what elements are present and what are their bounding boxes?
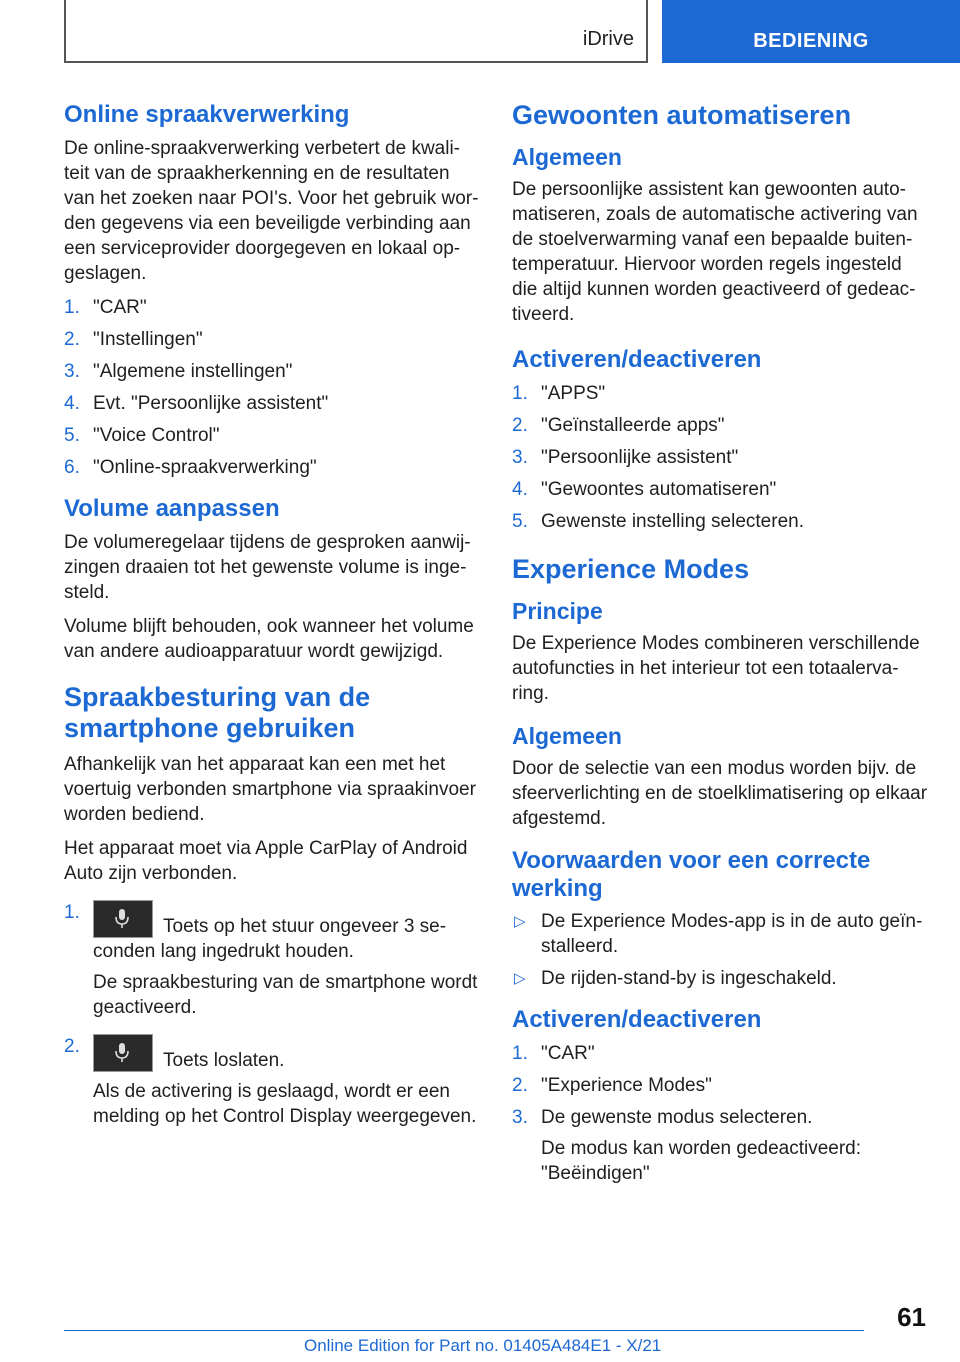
list-item: 2. "Instellingen" bbox=[64, 329, 203, 350]
right-column bbox=[512, 100, 932, 1200]
paragraph-volume-1: De volumeregelaar tijdens de gesproken aanwij-zingen draaien tot het gewenste volume is inge-steld. bbox=[64, 532, 471, 603]
list-item: 1. "CAR" bbox=[64, 297, 147, 318]
heading-principle: Principe bbox=[512, 598, 603, 624]
list-item: 2. "Geïnstalleerde apps" bbox=[512, 415, 725, 436]
list-item: 6. "Online-spraakverwerking" bbox=[64, 457, 317, 478]
list-item: 1. "CAR" bbox=[512, 1043, 595, 1064]
paragraph-online-speech: De online-spraakverwerking verbetert de kwali-teit van de spraakherkenning en de resultaten van het zoeken naar POI's. Voor het gebruik wor-den gegevens via een beveiligde verbinding aan een serviceprovider doorgegeven en lokaal op-geslagen. bbox=[64, 138, 479, 284]
heading-volume: Volume aanpassen bbox=[64, 495, 280, 522]
paragraph-volume-2: Volume blijft behouden, ook wanneer het volume van andere audioapparatuur wordt gewijzigd. bbox=[64, 616, 474, 662]
microphone-icon bbox=[114, 1042, 130, 1064]
step-result: De spraakbesturing van de smartphone wordt geactiveerd. bbox=[93, 972, 478, 1018]
section-label: iDrive bbox=[582, 28, 634, 50]
paragraph-smartphone-1: Afhankelijk van het apparaat kan een met het voertuig verbonden smartphone via spraakinvoer worden bediend. bbox=[64, 754, 476, 825]
heading-smartphone-voice: Spraakbesturing van de smartphone gebruiken bbox=[64, 682, 371, 743]
microphone-icon bbox=[114, 908, 130, 930]
heading-activate: Activeren/deactiveren bbox=[512, 346, 762, 373]
list-item: ▷ De Experience Modes-app is in de auto geïn-stalleerd. bbox=[514, 911, 923, 957]
microphone-button-image bbox=[93, 1034, 153, 1072]
paragraph-principle: De Experience Modes combineren verschillende autofuncties in het interieur tot een totaalerva-ring. bbox=[512, 633, 920, 704]
list-item: 1. "APPS" bbox=[512, 383, 606, 404]
heading-online-speech: Online spraakverwerking bbox=[64, 101, 350, 128]
chapter-tab: BEDIENING bbox=[662, 0, 960, 63]
header-section-box bbox=[64, 0, 648, 63]
list-item: 3. "Algemene instellingen" bbox=[64, 361, 293, 382]
heading-general-2: Algemeen bbox=[512, 723, 622, 749]
activate2-steps-list bbox=[512, 1041, 932, 1186]
footer-edition: Online Edition for Part no. 01405A484E1 - X/21 bbox=[304, 1336, 662, 1355]
footer-divider bbox=[64, 1330, 864, 1331]
left-column bbox=[64, 100, 482, 1143]
list-item: ▷ De rijden-stand-by is ingeschakeld. bbox=[514, 968, 837, 989]
heading-experience-modes: Experience Modes bbox=[512, 554, 750, 584]
paragraph-general: De persoonlijke assistent kan gewoonten auto-matiseren, zoals de automatische activering van de stoelverwarming vanaf een bepaalde buiten-temperatuur. Hiervoor worden regels ingesteld die altijd kunnen worden geactiveerd of gedeac-tiveerd. bbox=[512, 179, 918, 325]
triangle-bullet-icon: ▷ bbox=[514, 913, 526, 930]
list-item: 2. Toets loslaten. Als de activering is geslaagd, wordt er een melding op het Control Display weergegeven. bbox=[64, 1034, 482, 1129]
triangle-bullet-icon: ▷ bbox=[514, 970, 526, 987]
heading-habits: Gewoonten automatiseren bbox=[512, 100, 852, 130]
list-item: 4. Evt. "Persoonlijke assistent" bbox=[64, 393, 329, 414]
list-item: 3. De gewenste modus selecteren. De modus kan worden gedeactiveerd: "Beëindigen" bbox=[512, 1105, 932, 1186]
online-steps-list bbox=[64, 295, 482, 480]
list-item: 2. "Experience Modes" bbox=[512, 1075, 712, 1096]
page-number: 61 bbox=[897, 1302, 926, 1332]
step-result: De modus kan worden gedeactiveerd: "Beëindigen" bbox=[541, 1138, 862, 1184]
list-item: 3. "Persoonlijke assistent" bbox=[512, 447, 739, 468]
paragraph-general-2: Door de selectie van een modus worden bijv. de sfeerverlichting en de stoelklimatisering op elkaar afgestemd. bbox=[512, 758, 928, 829]
microphone-button-image bbox=[93, 900, 153, 938]
step-result: Als de activering is geslaagd, wordt er een melding op het Control Display weergegeven. bbox=[93, 1081, 477, 1127]
list-item: 5. "Voice Control" bbox=[64, 425, 220, 446]
smartphone-steps-list bbox=[64, 900, 482, 1129]
heading-activate-2: Activeren/deactiveren bbox=[512, 1006, 762, 1033]
list-item: 5. Gewenste instelling selecteren. bbox=[512, 511, 804, 532]
list-item: 4. "Gewoontes automatiseren" bbox=[512, 479, 777, 500]
requirements-list bbox=[512, 909, 932, 991]
heading-requirements: Voorwaarden voor een correcte werking bbox=[512, 847, 871, 902]
heading-general: Algemeen bbox=[512, 144, 622, 170]
activate-steps-list bbox=[512, 381, 932, 534]
paragraph-smartphone-2: Het apparaat moet via Apple CarPlay of Android Auto zijn verbonden. bbox=[64, 838, 468, 884]
list-item: 1. Toets op het stuur ongeveer 3 se-conden lang ingedrukt houden. De spraakbesturing van de smartphone wordt geactiveerd. bbox=[64, 900, 482, 1020]
